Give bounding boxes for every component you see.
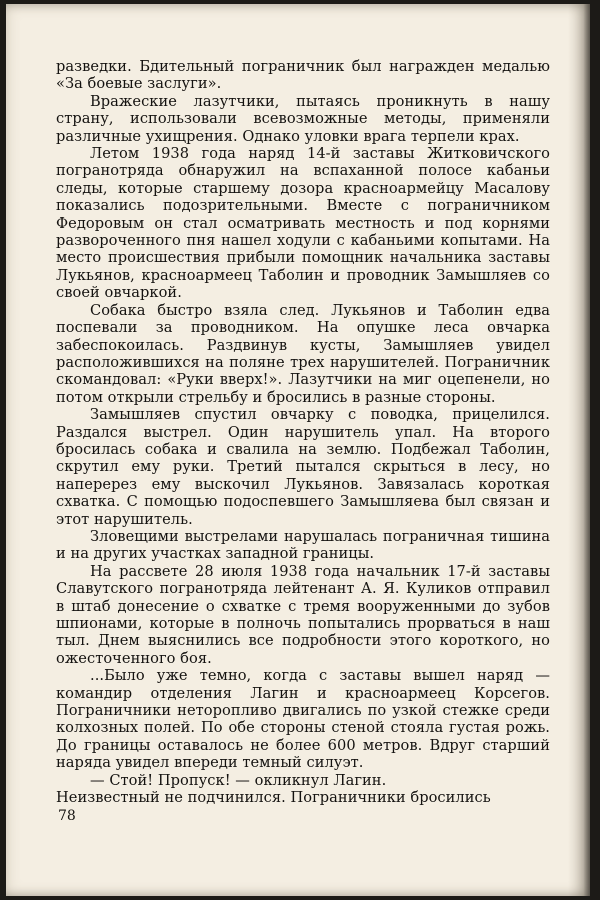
page-edge-shadow (568, 4, 590, 896)
paragraph-9: — Стой! Пропуск! — окликнул Лагин. (90, 771, 387, 789)
page-number: 78 (58, 808, 76, 824)
paragraph-2: Вражеские лазутчики, пытаясь проникнуть в нашу страну, использовали всевозможные методы, применяли различные ухищрения. Однако уловки врага терпели крах. (56, 92, 550, 145)
paragraph-8: ...Было уже темно, когда с заставы вышел наряд — командир отделения Лагин и красноармеец Корсегов. Пограничники неторопливо двигались по узкой стежке среди колхозных полей. По обе стороны стеной стояла густая рожь. До границы оставалось не более 600 метров. Вдруг старший наряда увидел впереди темный силуэт. (56, 667, 550, 772)
paragraph-3: Летом 1938 года наряд 14-й заставы Житковичского погранотряда обнаружил на вспаханной полосе кабаньи следы, которые старшему дозора красноармейцу Масалову показались подозрительными. Вместе с пограничником Федоровым он стал осматривать местность и под корнями развороченного пня нашел ходули с кабаньими копытами. На место происшествия прибыли помощник начальника заставы Лукьянов, красноармеец Таболин и проводник Замышляев со своей овчаркой. (56, 145, 550, 302)
book-page (6, 4, 590, 896)
paragraph-6: Зловещими выстрелами нарушалась пограничная тишина и на других участках западной границы. (56, 527, 550, 563)
paragraph-7: На рассвете 28 июля 1938 года начальник 17-й заставы Славутского погранотряда лейтенант А. Я. Куликов отправил в штаб донесение о схватке с тремя вооруженными до зубов шпионами, которые в полночь попытались прорваться в наш тыл. Днем выяснились все подробности этого короткого, но ожесточенного боя. (56, 562, 550, 667)
paragraph-10: Неизвестный не подчинился. Пограничники бросились (56, 789, 491, 807)
paragraph-1: разведки. Бдительный пограничник был награжден медалью «За боевые заслуги». (56, 58, 550, 93)
paragraph-5: Замышляев спустил овчарку с поводка, прицелился. Раздался выстрел. Один нарушитель упал. На второго бросилась собака и свалила на землю. Подбежал Таболин, скрутил ему руки. Третий пытался скрыться в лесу, но наперерез ему выскочил Лукьянов. Завязалась короткая схватка. С помощью подоспевшего Замышляева был связан и этот нарушитель. (56, 406, 550, 528)
body-text (56, 58, 550, 806)
paragraph-4: Собака быстро взяла след. Лукьянов и Таболин едва поспевали за проводником. На опушке леса овчарка забеспокоилась. Раздвинув кусты, Замышляев увидел расположившихся на поляне трех нарушителей. Пограничник скомандовал: «Руки вверх!». Лазутчики на миг оцепенели, но потом открыли стрельбу и бросились в разные стороны. (56, 301, 550, 406)
